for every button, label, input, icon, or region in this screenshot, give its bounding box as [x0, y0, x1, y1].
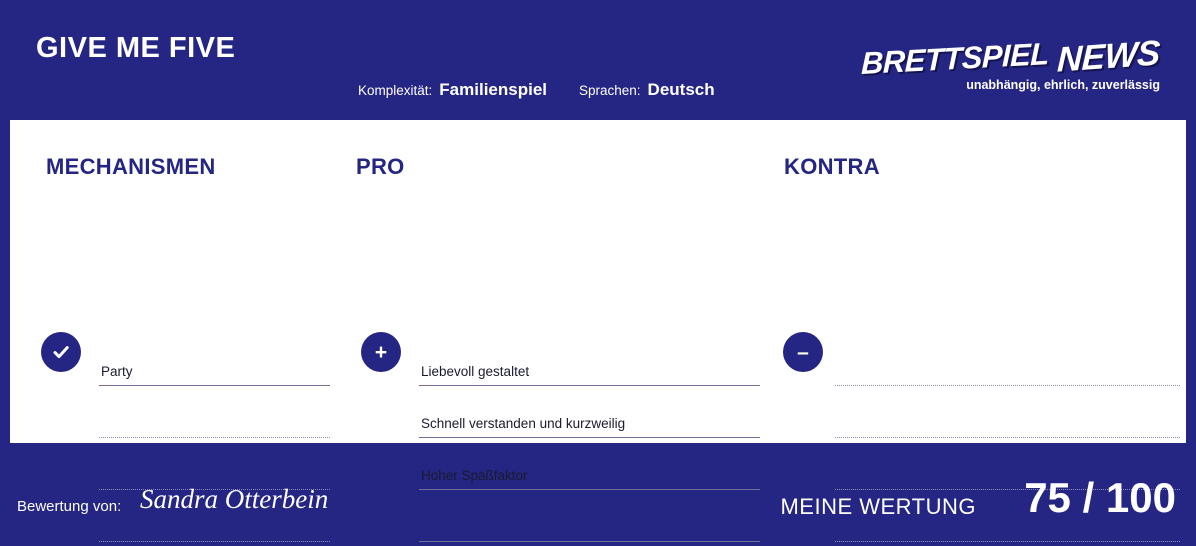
card-footer: [0, 443, 1196, 546]
reviewer-name: Sandra Otterbein: [140, 484, 329, 514]
list-item[interactable]: [419, 386, 760, 438]
score-label: MEINE WERTUNG: [780, 494, 976, 519]
card-body-panel: [10, 120, 1186, 483]
column-title-kontra: KONTRA: [784, 154, 880, 179]
logo-tagline: unabhängig, ehrlich, zuverlässig: [966, 78, 1160, 92]
column-title-mechanismen: MECHANISMEN: [46, 154, 216, 179]
minus-icon: –: [783, 332, 823, 372]
logo-wordmark: [860, 16, 1161, 81]
game-title: GIVE ME FIVE: [36, 32, 236, 64]
check-icon: [41, 332, 81, 372]
meta-complexity: [358, 80, 547, 100]
list-item[interactable]: [835, 386, 1180, 438]
score-value: 75 / 100: [1024, 474, 1176, 521]
logo-word-brettspiel: BRETTSPIEL: [860, 36, 1050, 81]
meta-languages-label: Sprachen:: [579, 83, 641, 98]
meta-languages: [579, 80, 715, 100]
list-item-text: Liebevoll gestaltet: [421, 364, 530, 379]
list-item[interactable]: [835, 334, 1180, 386]
brettspielnews-logo: [860, 16, 1161, 106]
meta-complexity-value: Familienspiel: [439, 80, 547, 99]
list-item[interactable]: [99, 334, 330, 386]
rating-by-label: Bewertung von:: [17, 498, 122, 515]
column-title-pro: PRO: [356, 154, 405, 179]
plus-icon: +: [361, 332, 401, 372]
list-item-text: Schnell verstanden und kurzweilig: [421, 416, 626, 431]
list-item[interactable]: [419, 334, 760, 386]
card-header: [0, 0, 1196, 120]
list-item[interactable]: [99, 386, 330, 438]
list-item-text: Party: [101, 364, 133, 379]
list-item-text: Hoher Spaßfaktor: [421, 468, 528, 483]
meta-languages-value: Deutsch: [647, 80, 715, 99]
logo-word-news: NEWS: [1056, 33, 1161, 80]
meta-complexity-label: Komplexität:: [358, 83, 433, 98]
